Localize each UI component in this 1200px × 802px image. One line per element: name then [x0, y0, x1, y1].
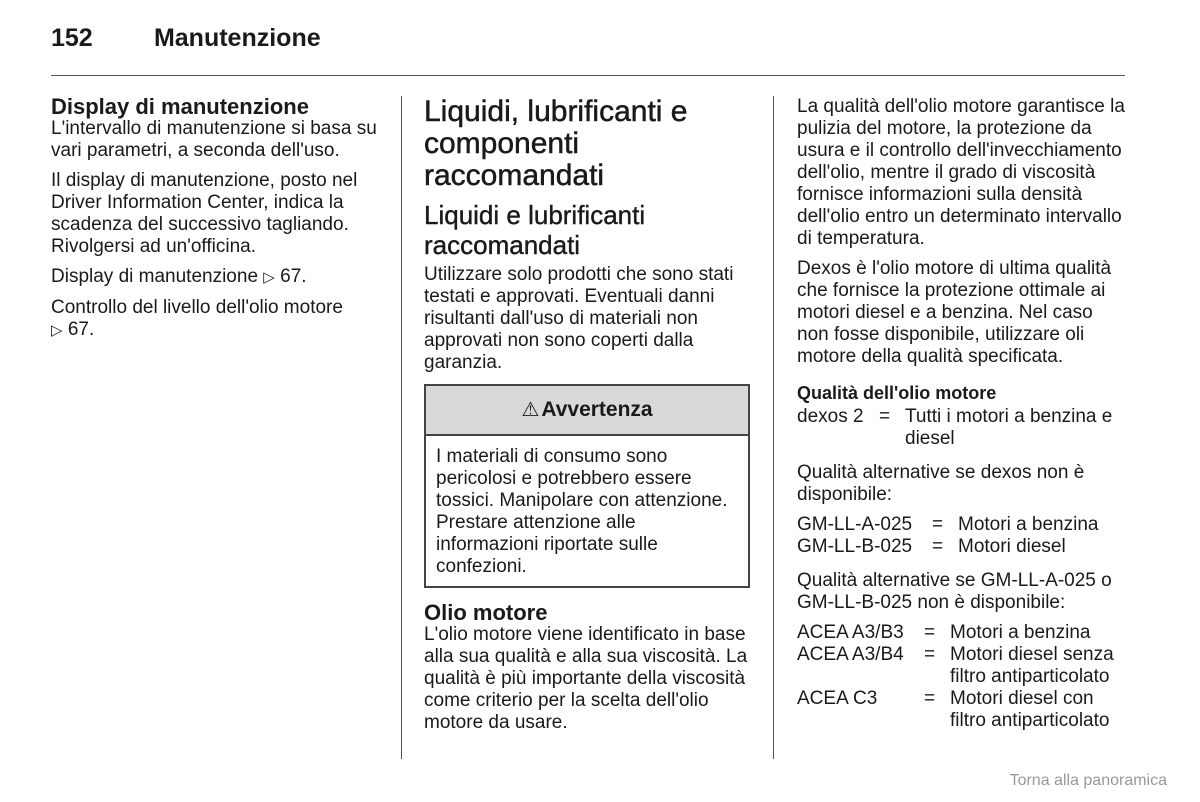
warning-box [424, 384, 750, 588]
column-left [51, 96, 381, 350]
warning-title: Avvertenza [541, 398, 653, 421]
column-divider-left [401, 96, 402, 759]
alt2-spec-table [797, 622, 1127, 732]
spec-value: Motori diesel con filtro antiparticolato [950, 688, 1110, 731]
spec-eq: = [932, 514, 944, 535]
spec-key: GM-LL-B-025 [797, 536, 913, 557]
spec-key: ACEA A3/B4 [797, 644, 904, 665]
column-middle [424, 96, 754, 742]
spec-key: ACEA C3 [797, 688, 878, 709]
reference-page[interactable]: 67. [280, 266, 307, 287]
spec-value: Motori diesel senza filtro antiparticolato [950, 644, 1114, 687]
cross-reference[interactable] [51, 297, 381, 342]
oil-quality-heading: Qualità dell'olio motore [797, 383, 997, 403]
page-number: 152 [51, 24, 93, 52]
page-header [51, 24, 321, 53]
paragraph: Il display di manutenzione, posto nel Driver Information Center, indica la scadenza del successivo tagliando. Rivolgersi ad un'officina. [51, 170, 358, 257]
back-to-overview-link[interactable]: Torna alla panoramica [1009, 772, 1167, 789]
spec-value: Motori a benzina [958, 514, 1099, 535]
warning-triangle-icon: ⚠ [521, 399, 540, 421]
paragraph: Qualità alternative se dexos non è disponibile: [797, 462, 1085, 505]
spec-eq: = [879, 406, 891, 427]
paragraph: Qualità alternative se GM-LL-A-025 o GM-LL-B-025 non è disponibile: [797, 570, 1112, 613]
dexos-spec-table [797, 406, 1127, 450]
spec-eq: = [924, 622, 936, 643]
reference-label: Controllo del livello dell'olio motore [51, 297, 343, 318]
arrow-reference-icon: ▷ [51, 322, 63, 339]
warning-header [426, 386, 748, 436]
spec-value: Tutti i motori a benzina e diesel [905, 406, 1113, 449]
section-subtitle: Liquidi e lubrificanti raccomandati [424, 200, 646, 260]
reference-page[interactable]: 67. [67, 319, 95, 340]
section-title: Manutenzione [153, 24, 321, 52]
spec-eq: = [924, 688, 936, 709]
paragraph: Utilizzare solo prodotti che sono stati testati e approvati. Eventuali danni risultanti dall'uso di materiali non approvati non sono coperti dalla garanzia. [424, 264, 734, 373]
spec-key: GM-LL-A-025 [797, 514, 913, 535]
engine-oil-heading: Olio motore [424, 600, 548, 625]
column-right [797, 96, 1127, 744]
paragraph: Dexos è l'olio motore di ultima qualità che fornisce la protezione ottimale ai motori diesel e a benzina. Nel caso non fosse disponibile, utilizzare oli motore della qualità specificata. [797, 258, 1112, 367]
chapter-title: Liquidi, lubrificanti e componenti raccomandati [424, 95, 688, 192]
spec-key: dexos 2 [797, 406, 864, 427]
cross-reference[interactable] [51, 266, 381, 289]
paragraph: L'intervallo di manutenzione si basa su vari parametri, a seconda dell'uso. [51, 118, 377, 161]
spec-key: ACEA A3/B3 [797, 622, 904, 643]
header-divider [51, 75, 1125, 76]
spec-eq: = [924, 644, 936, 665]
column-divider-right [773, 96, 774, 759]
warning-text: I materiali di consumo sono pericolosi e potrebbero essere tossici. Manipolare con attenzione. Prestare attenzione alle informazioni riportate sulle confezioni. [436, 446, 728, 577]
arrow-reference-icon: ▷ [263, 269, 275, 286]
spec-eq: = [932, 536, 944, 557]
spec-value: Motori a benzina [950, 622, 1091, 643]
paragraph: L'olio motore viene identificato in base alla sua qualità e alla sua viscosità. La qualità è più importante della viscosità come criterio per la scelta dell'olio motore da usare. [424, 624, 748, 733]
paragraph: La qualità dell'olio motore garantisce la pulizia del motore, la protezione da usura e il controllo dell'invecchiamento dell'olio, mentre il grado di viscosità fornisce informazioni sulla densità dell'olio entro un determinato intervallo di temperatura. [797, 96, 1125, 249]
alt1-spec-table [797, 514, 1127, 558]
reference-label: Display di manutenzione [51, 266, 259, 287]
spec-value: Motori diesel [958, 536, 1066, 557]
maintenance-display-heading: Display di manutenzione [51, 94, 309, 119]
